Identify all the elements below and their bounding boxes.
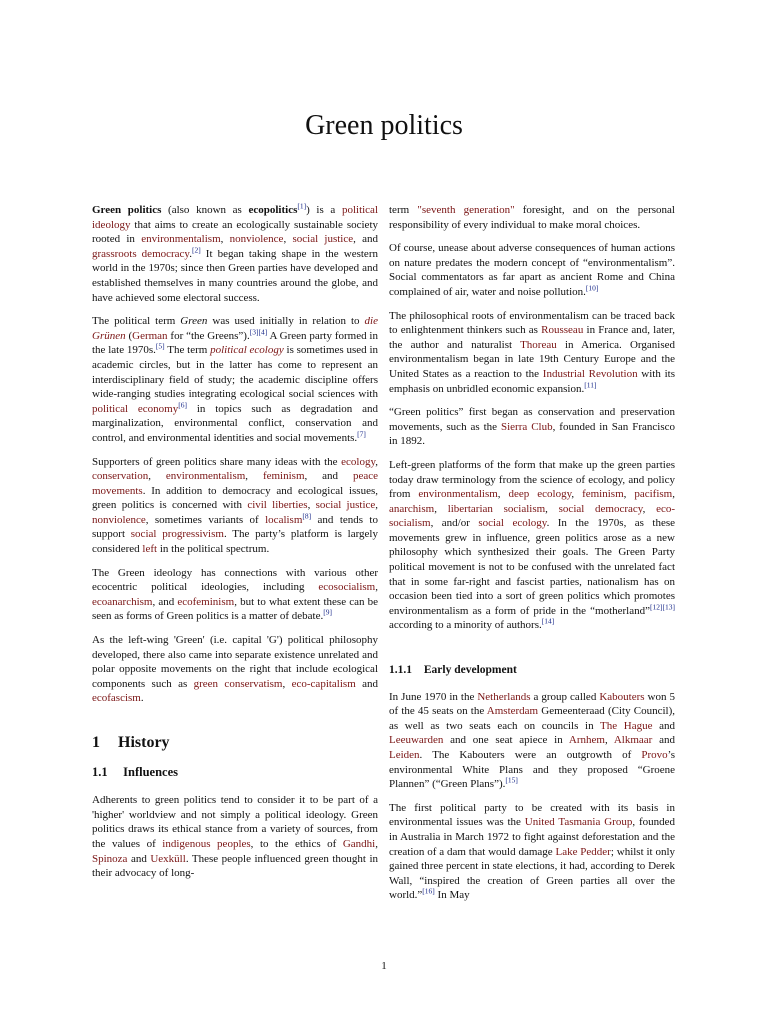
bold-term: ecopolitics xyxy=(248,204,298,216)
wiki-link[interactable]: green conservatism xyxy=(193,677,283,690)
text-run: Supporters of green politics share many ideas with the xyxy=(92,455,342,468)
section-number: 1 xyxy=(92,734,100,751)
reference-link[interactable]: [1] xyxy=(297,201,307,211)
wiki-link[interactable]: Industrial Revolution xyxy=(542,367,638,380)
text-run: in topics such as degradation and marginalization, environmental conflict, conservation and control, and environmental identities and social movements. xyxy=(92,402,378,444)
text-run: , xyxy=(245,470,263,483)
reference-link[interactable]: [11] xyxy=(584,379,597,389)
wiki-link[interactable]: indigenous peoples xyxy=(162,837,251,850)
reference-link[interactable]: [10] xyxy=(585,283,599,293)
wiki-link[interactable]: Leeuwarden xyxy=(389,734,444,747)
text-run: , xyxy=(282,677,292,690)
paragraph xyxy=(92,203,378,305)
subsection-title: Influences xyxy=(123,764,178,779)
reference-link[interactable]: [5] xyxy=(155,341,165,351)
reference-link[interactable]: [16] xyxy=(422,886,435,896)
text-run: The political term xyxy=(92,315,181,328)
text-run: Left-green platforms of the form that make up the green parties today draw terminology from the science of ecology, and policy from xyxy=(389,458,675,501)
text-run: , and xyxy=(304,470,353,483)
text-run: , and xyxy=(152,595,178,608)
wiki-link[interactable]: nonviolence xyxy=(229,233,284,246)
text-run: . xyxy=(140,692,144,705)
reference-link[interactable]: [7] xyxy=(357,429,366,439)
text-run: , xyxy=(642,502,657,515)
wiki-link[interactable]: Spinoza xyxy=(92,852,128,865)
wiki-link[interactable]: peace movements xyxy=(92,470,378,497)
wiki-link[interactable]: deep ecology xyxy=(508,488,572,501)
text-run: , xyxy=(545,502,559,515)
text-run: , xyxy=(434,502,448,515)
subsection-number: 1.1 xyxy=(92,764,108,779)
text-run: and xyxy=(127,852,151,865)
text-run: , sometimes variants of xyxy=(145,513,266,526)
wiki-link[interactable]: pacifism xyxy=(634,488,673,501)
text-run: foresight, and on the personal responsibility of every individual to make moral choices. xyxy=(389,204,675,231)
text-run: term xyxy=(389,204,418,216)
text-run: and one seat apiece in xyxy=(443,734,569,747)
wiki-link[interactable]: political ideology xyxy=(92,204,378,231)
text-run: As the left-wing 'Green' (i.e. capital 'G') political philosophy developed, there also came into separate existence unrelated and polar opposite movements on the right that include ecological components such as xyxy=(92,634,378,690)
text-run: , xyxy=(604,734,614,747)
reference-link[interactable]: [6] xyxy=(178,400,187,410)
subsubsection-heading-early-development xyxy=(389,663,675,678)
paragraph xyxy=(389,690,675,792)
text-run: according to a minority of authors. xyxy=(389,619,542,632)
subsection-heading-influences xyxy=(92,765,378,780)
reference-link[interactable]: [8] xyxy=(302,511,312,521)
text-run: , xyxy=(375,837,378,850)
text-run: In June 1970 in the xyxy=(389,690,478,703)
wiki-link[interactable]: social progressivism xyxy=(130,528,224,541)
text-run: won 5 of the 45 seats on the xyxy=(389,690,675,718)
wiki-link[interactable]: conservation xyxy=(92,470,149,483)
bold-term: Green politics xyxy=(92,204,162,216)
text-run: ( xyxy=(125,329,133,342)
text-run: . The Kabouters were an outgrowth of xyxy=(419,749,642,761)
italic-term: Green xyxy=(180,315,208,328)
reference-link[interactable]: [15] xyxy=(505,775,518,785)
text-run: , xyxy=(375,581,378,594)
text-run: , founded in Australia in March 1972 to fight against deforestation and the creation of a dam that would damage xyxy=(389,816,675,858)
wiki-link[interactable]: ecosocialism xyxy=(318,581,376,594)
text-run: and xyxy=(652,719,676,732)
wiki-link[interactable]: social justice xyxy=(315,499,376,512)
text-run: The Green ideology has connections with various other ecocentric political ideologies, including xyxy=(92,566,378,594)
text-run: , to the ethics of xyxy=(250,837,343,850)
section-title: History xyxy=(118,734,170,751)
text-run: . The party’s platform is largely considered xyxy=(92,528,378,556)
text-run: that aims to create an ecologically sustainable society rooted in xyxy=(92,218,378,246)
wiki-link[interactable]: nonviolence xyxy=(92,513,146,526)
wiki-link[interactable]: grassroots democracy xyxy=(92,247,190,260)
text-run: in France and, later, the author and naturalist xyxy=(389,324,676,351)
wiki-link[interactable]: ecofeminism xyxy=(177,595,235,608)
wiki-link[interactable]: feminism xyxy=(262,470,305,483)
text-run: ’s environmental White Plans and they proposed “Groene Plannen” (“Green Plans”). xyxy=(389,749,675,791)
subsubsection-number: 1.1.1 xyxy=(389,664,412,677)
wiki-link[interactable]: United Tasmania Group xyxy=(524,816,633,829)
text-run: Gemeenteraad (City Council), as well as two seats each on councils in xyxy=(389,705,675,732)
text-run: , xyxy=(497,488,509,501)
wiki-link[interactable]: social democracy xyxy=(558,502,643,515)
text-run: Adherents to green politics tend to consider it to be part of a 'higher' worldview and not simply a political ideology. Green politics draws its ethical stance from a variety of sources, from the values of xyxy=(92,794,378,850)
wiki-link[interactable]: feminism xyxy=(582,488,624,501)
wiki-link[interactable]: environmentalism xyxy=(418,488,498,501)
text-run: in the political spectrum. xyxy=(157,543,270,556)
wiki-link[interactable]: social ecology xyxy=(478,517,547,530)
text-run: . xyxy=(189,247,192,260)
text-run: “Green politics” first began as conservation and preservation movements, such as the xyxy=(389,406,675,433)
paragraph xyxy=(389,309,675,397)
wiki-link[interactable]: The Hague xyxy=(600,719,653,732)
text-run: A Green party formed in the late 1970s. xyxy=(92,329,378,357)
section-heading-history xyxy=(92,736,378,751)
text-run: It began taking shape in the western world in the 1970s; since then Green parties have developed and established themselves in many countries around the globe, and have achieved some electoral success. xyxy=(92,247,378,304)
text-run: , xyxy=(148,470,166,483)
wiki-link[interactable]: ecoanarchism xyxy=(92,595,153,608)
subsubsection-title: Early development xyxy=(423,664,517,677)
paragraph xyxy=(92,793,378,881)
paragraph xyxy=(389,458,675,633)
wiki-link[interactable]: Sierra Club xyxy=(501,420,553,433)
wiki-link[interactable]: Alkmaar xyxy=(613,734,653,747)
reference-link[interactable]: [9] xyxy=(323,607,332,617)
text-run: is sometimes used in academic circles, but in the latter has come to represent an interdisciplinary field of study; the academic discipline offers wide-ranging studies integrating ecological social sciences with xyxy=(92,344,378,401)
reference-link[interactable]: [12][13] xyxy=(650,602,675,612)
text-run: , xyxy=(375,499,379,512)
wiki-link[interactable]: left xyxy=(142,543,158,556)
text-run: , xyxy=(283,233,293,246)
text-run: The term xyxy=(164,344,211,357)
text-run: , and/or xyxy=(430,517,479,530)
text-run: In May xyxy=(434,889,470,902)
text-run: Of course, unease about adverse consequences of human actions on nature predates the modern concept of “environmentalism”. Social commentators as far apart as ancient Rome and China complained of air, water and noise pollution. xyxy=(389,242,675,298)
text-run: a group called xyxy=(530,690,600,703)
text-run: , founded in San Francisco in 1892. xyxy=(389,420,675,448)
text-run: in America. Organised environmentalism began in late 19th Century Europe and the United States as a reaction to the xyxy=(389,338,675,380)
text-run: was used initially in relation to xyxy=(207,315,365,328)
wiki-link[interactable]: civil liberties xyxy=(247,499,308,512)
text-run: , xyxy=(672,488,675,501)
text-run: . In addition to democracy and ecological issues, green politics is concerned with xyxy=(92,484,378,512)
wiki-link[interactable]: "seventh generation" xyxy=(417,204,515,216)
reference-link[interactable]: [2] xyxy=(191,245,201,255)
wiki-link[interactable]: social justice xyxy=(292,233,354,246)
wiki-link[interactable]: Netherlands xyxy=(477,690,531,703)
wiki-link[interactable]: German xyxy=(132,329,168,342)
reference-link[interactable]: [3][4] xyxy=(249,327,268,337)
wiki-link[interactable]: libertarian socialism xyxy=(447,502,546,515)
wiki-link[interactable]: environmentalism xyxy=(165,470,246,483)
right-column xyxy=(389,203,675,912)
text-run: with its emphasis on unbridled economic expansion. xyxy=(389,367,675,395)
left-column xyxy=(92,203,378,890)
wiki-link[interactable]: Lake Pedder xyxy=(555,845,611,858)
text-run: and xyxy=(355,677,379,690)
paragraph xyxy=(389,405,675,449)
text-run: and xyxy=(652,734,675,747)
text-run: The philosophical roots of environmentalism can be traced back to enlightenment thinkers such as xyxy=(389,309,675,337)
wiki-link[interactable]: ecology xyxy=(341,455,376,468)
wiki-link[interactable]: eco-socialism xyxy=(389,502,676,530)
wiki-link[interactable]: Leiden xyxy=(389,749,420,761)
paragraph xyxy=(92,633,378,706)
wiki-link[interactable]: Gandhi xyxy=(342,837,376,850)
paragraph xyxy=(389,203,675,232)
text-run: , xyxy=(220,233,230,246)
text-run: ) is a xyxy=(306,204,342,216)
reference-link[interactable]: [14] xyxy=(541,616,555,626)
text-run: , xyxy=(307,499,316,512)
text-run: for “the Greens”). xyxy=(167,329,250,342)
text-run: . These people influenced green thought in their advocacy of long- xyxy=(92,852,379,880)
paragraph xyxy=(92,314,378,445)
wiki-link[interactable]: Kabouters xyxy=(599,690,645,703)
paragraph xyxy=(92,455,378,557)
wiki-link[interactable]: Provo xyxy=(641,749,668,761)
page-title: Green politics xyxy=(305,110,463,141)
text-run: and tends to support xyxy=(92,513,378,541)
text-run: , and xyxy=(353,233,379,246)
wiki-link[interactable]: Amsterdam xyxy=(486,705,539,718)
paragraph xyxy=(92,566,378,624)
wiki-link[interactable]: localism xyxy=(265,513,303,526)
text-run: . In the 1970s, as these movements grew in influence, green politics arose as a new philosophy which synthesized their goals. The Green Party political movement is not to be confused with the unrelated fact that in some far-right and fascist parties, nationalism has on occasion been tied into a sort of green politics which promotes environmentalism as a form of pride in the “motherland” xyxy=(389,517,675,617)
wiki-link[interactable]: Arnhem xyxy=(568,734,605,747)
wiki-link[interactable]: environmentalism xyxy=(141,233,221,246)
text-run: ; whilst it only gained three percent in state elections, it had, according to Derek Wall, “inspired the creation of Green parties all over the world.” xyxy=(389,845,675,902)
text-run: , but to what extent these can be seen as forms of Green politics is a matter of debate. xyxy=(92,595,378,623)
wiki-link[interactable]: anarchism xyxy=(389,502,435,515)
text-run: The first political party to be created with its basis in environmental issues was the xyxy=(389,801,675,829)
text-run: , xyxy=(623,488,635,501)
wiki-link[interactable]: Uexküll xyxy=(150,852,186,865)
text-run: (also known as xyxy=(161,204,249,216)
wiki-link[interactable]: eco-capitalism xyxy=(291,677,356,690)
page-number: 1 xyxy=(381,960,387,972)
paragraph xyxy=(389,241,675,299)
wiki-link[interactable]: Rousseau xyxy=(541,324,584,337)
wiki-link[interactable]: ecofascism xyxy=(92,692,141,705)
wiki-link[interactable]: political economy xyxy=(92,402,179,415)
text-run: , xyxy=(375,455,378,468)
wiki-link[interactable]: Thoreau xyxy=(520,338,557,351)
text-run: , xyxy=(571,488,583,501)
wiki-link[interactable]: political ecology xyxy=(210,344,284,357)
paragraph xyxy=(389,801,675,903)
wiki-link[interactable]: die Grünen xyxy=(92,315,378,342)
